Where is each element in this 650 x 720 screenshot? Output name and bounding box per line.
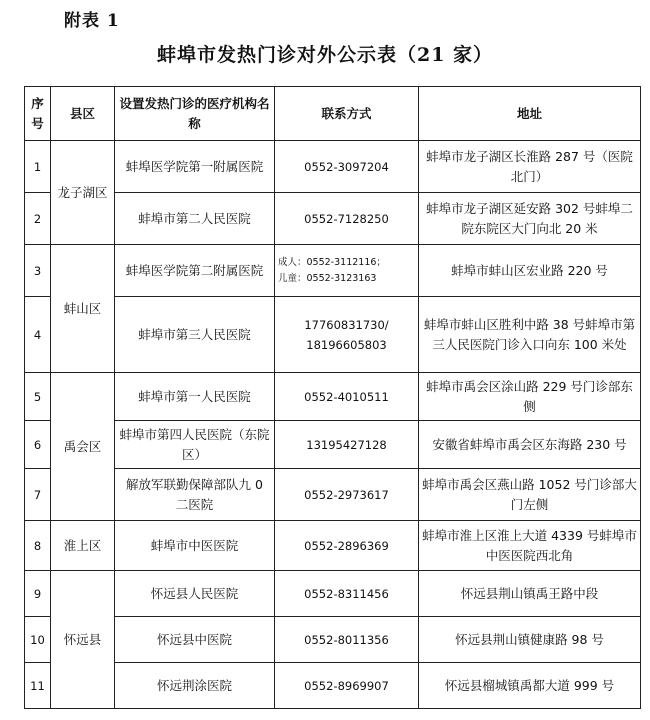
header-district: 县区 <box>51 87 115 141</box>
table-row <box>25 421 641 469</box>
hospital-address: 蚌埠市淮上区淮上大道 4339 号蚌埠市中医医院西北角 <box>419 521 641 571</box>
table-header-row <box>25 87 641 141</box>
hospital-address: 蚌埠市蚌山区宏业路 220 号 <box>419 245 641 297</box>
table-row <box>25 571 641 617</box>
hospital-address: 蚌埠市龙子湖区长淮路 287 号（医院北门） <box>419 141 641 193</box>
hospital-address: 怀远县荆山镇禹王路中段 <box>419 571 641 617</box>
contact-phone-2: 18196605803 <box>306 337 387 352</box>
contact-adult: 成人：0552-3112116； <box>278 256 386 268</box>
table-row <box>25 245 641 297</box>
district-cell: 怀远县 <box>51 571 115 709</box>
hospital-name: 蚌埠医学院第一附属医院 <box>115 141 275 193</box>
hospital-name: 解放军联勤保障部队九 0 二医院 <box>115 469 275 521</box>
contact-phone: 0552-8311456 <box>275 571 419 617</box>
hospital-name: 蚌埠医学院第二附属医院 <box>115 245 275 297</box>
hospital-name: 蚌埠市第二人民医院 <box>115 193 275 245</box>
hospital-name: 怀远县人民医院 <box>115 571 275 617</box>
contact-phone <box>275 245 419 297</box>
hospital-address: 怀远县荆山镇健康路 98 号 <box>419 617 641 663</box>
header-hospital: 设置发热门诊的医疗机构名称 <box>115 87 275 141</box>
hospital-address: 怀远县榴城镇禹都大道 999 号 <box>419 663 641 709</box>
row-index: 10 <box>25 617 51 663</box>
header-contact: 联系方式 <box>275 87 419 141</box>
row-index: 9 <box>25 571 51 617</box>
header-address: 地址 <box>419 87 641 141</box>
hospital-name: 蚌埠市中医医院 <box>115 521 275 571</box>
table-row <box>25 373 641 421</box>
hospital-name: 蚌埠市第三人民医院 <box>115 297 275 373</box>
contact-phone: 0552-7128250 <box>275 193 419 245</box>
appendix-label: 附表 1 <box>64 11 120 31</box>
hospital-address: 蚌埠市蚌山区胜利中路 38 号蚌埠市第三人民医院门诊入口向东 100 米处 <box>419 297 641 373</box>
contact-phone-1: 17760831730/ <box>304 317 389 332</box>
contact-phone: 0552-8969907 <box>275 663 419 709</box>
row-index: 3 <box>25 245 51 297</box>
row-index: 2 <box>25 193 51 245</box>
hospital-name: 怀远县中医院 <box>115 617 275 663</box>
row-index: 8 <box>25 521 51 571</box>
header-index: 序号 <box>25 87 51 141</box>
contact-phone: 0552-3097204 <box>275 141 419 193</box>
district-cell: 淮上区 <box>51 521 115 571</box>
table-row <box>25 141 641 193</box>
row-index: 1 <box>25 141 51 193</box>
contact-phone: 0552-4010511 <box>275 373 419 421</box>
hospital-address: 蚌埠市禹会区涂山路 229 号门诊部东侧 <box>419 373 641 421</box>
row-index: 7 <box>25 469 51 521</box>
page-title: 蚌埠市发热门诊对外公示表（21 家） <box>156 44 494 66</box>
row-index: 5 <box>25 373 51 421</box>
table-row <box>25 193 641 245</box>
contact-phone: 0552-2896369 <box>275 521 419 571</box>
table-row <box>25 663 641 709</box>
district-cell: 蚌山区 <box>51 245 115 373</box>
contact-phone <box>275 297 419 373</box>
row-index: 6 <box>25 421 51 469</box>
fever-clinic-table <box>24 86 641 709</box>
hospital-name: 怀远荆涂医院 <box>115 663 275 709</box>
district-cell: 禹会区 <box>51 373 115 521</box>
contact-phone: 0552-8011356 <box>275 617 419 663</box>
contact-phone: 0552-2973617 <box>275 469 419 521</box>
hospital-name: 蚌埠市第一人民医院 <box>115 373 275 421</box>
table-row <box>25 469 641 521</box>
hospital-address: 蚌埠市禹会区燕山路 1052 号门诊部大门左侧 <box>419 469 641 521</box>
hospital-address: 蚌埠市龙子湖区延安路 302 号蚌埠二院东院区大门向北 20 米 <box>419 193 641 245</box>
table-row <box>25 521 641 571</box>
contact-phone: 13195427128 <box>275 421 419 469</box>
row-index: 4 <box>25 297 51 373</box>
hospital-name: 蚌埠市第四人民医院（东院区） <box>115 421 275 469</box>
table-row <box>25 617 641 663</box>
district-cell: 龙子湖区 <box>51 141 115 245</box>
hospital-address: 安徽省蚌埠市禹会区东海路 230 号 <box>419 421 641 469</box>
contact-child: 儿童：0552-3123163 <box>278 272 377 284</box>
table-row <box>25 297 641 373</box>
row-index: 11 <box>25 663 51 709</box>
